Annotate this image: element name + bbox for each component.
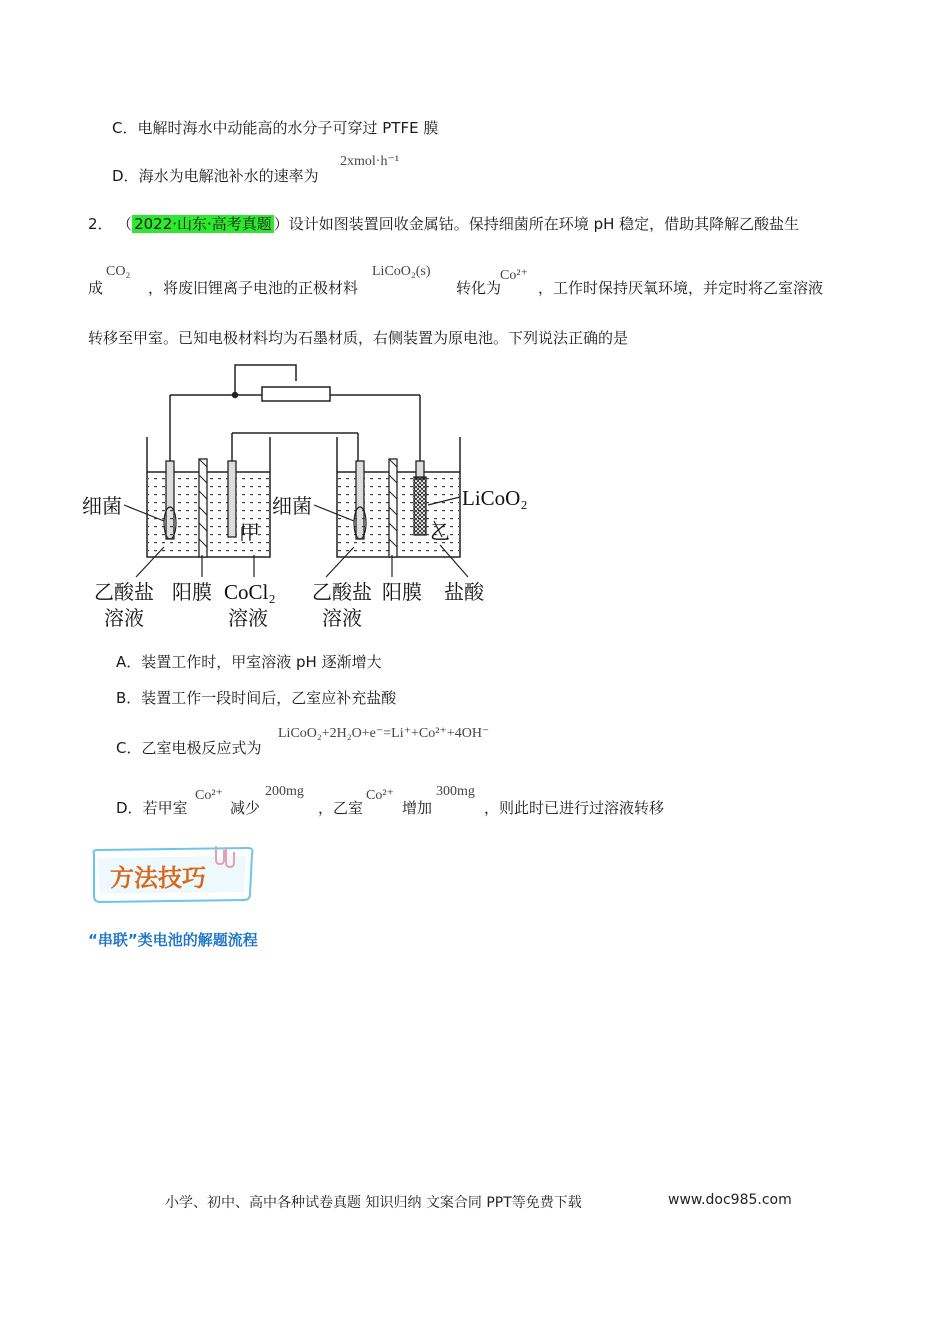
label-membrane-right: 阳膜: [382, 580, 422, 604]
option-d-t3: ，乙室: [318, 799, 364, 817]
q1-option-c: C．电解时海水中动能高的水分子可穿过 PTFE 膜: [112, 119, 439, 137]
label-bacteria-left: 细菌: [82, 494, 122, 518]
label-bacteria-right: 细菌: [272, 494, 312, 518]
footer-url[interactable]: www.doc985.com: [668, 1192, 792, 1208]
label-jia: 甲: [240, 520, 260, 544]
co2-formula: CO₂: [106, 264, 131, 279]
source-highlight: 2022·山东·高考真题: [134, 215, 272, 233]
electrochemical-apparatus-diagram: [80, 355, 550, 645]
label-hcl: 盐酸: [444, 580, 484, 604]
q2-stem-line2-d: ，工作时保持厌氧环境，并定时将乙室溶液: [538, 279, 824, 297]
label-acetate-right-2: 溶液: [322, 606, 362, 630]
q2-stem-line2-c: 转化为: [456, 279, 502, 297]
q2-option-b: B．装置工作一段时间后，乙室应补充盐酸: [116, 689, 397, 707]
label-cocl2-1: CoCl₂: [224, 580, 276, 604]
option-d-t5: ，则此时已进行过溶液转移: [484, 799, 665, 817]
label-yi: 乙: [430, 520, 450, 544]
q2-stem-line2-b: ，将废旧锂离子电池的正极材料: [148, 279, 359, 297]
label-acetate-left-1: 乙酸盐: [94, 580, 154, 604]
option-d-t4: 增加: [402, 799, 433, 817]
q2-option-c: C．乙室电极反应式为: [116, 739, 262, 757]
label-acetate-left-2: 溶液: [104, 606, 144, 630]
label-acetate-right-1: 乙酸盐: [312, 580, 372, 604]
q1-option-d: D．海水为电解池补水的速率为: [112, 167, 319, 185]
label-cocl2-2: 溶液: [228, 606, 268, 630]
method-banner-text: 方法技巧: [110, 864, 206, 892]
q2-option-c-formula: LiCoO₂+2H₂O+e⁻=Li⁺+Co²⁺+4OH⁻: [278, 726, 490, 741]
q1-option-d-formula: 2xmol·h⁻¹: [340, 154, 400, 169]
q2-stem-line2-a: 成: [88, 279, 104, 297]
q2-option-d-letter: D．若甲室: [116, 799, 188, 817]
method-banner: [88, 846, 260, 906]
option-d-200mg: 200mg: [265, 784, 304, 799]
option-d-300mg: 300mg: [436, 784, 475, 799]
co2plus-formula: Co²⁺: [500, 268, 528, 283]
option-d-co-a: Co²⁺: [195, 788, 223, 803]
label-membrane-left: 阳膜: [172, 580, 212, 604]
label-licoo2: LiCoO₂: [462, 486, 528, 510]
q2-stem-line1: 2． （ 2022·山东·高考真题 ）设计如图装置回收金属钴。保持细菌所在环境 pH 稳定，借助其降解乙酸盐生: [88, 215, 800, 233]
option-d-co-b: Co²⁺: [366, 788, 394, 803]
method-heading: “串联”类电池的解题流程: [88, 931, 258, 949]
footer-text: 小学、初中、高中各种试卷真题 知识归纳 文案合同 PPT等免费下载: [165, 1195, 582, 1211]
q2-option-a: A．装置工作时，甲室溶液 pH 逐渐增大: [116, 653, 382, 671]
q2-stem-line3: 转移至甲室。已知电极材料均为石墨材质，右侧装置为原电池。下列说法正确的是: [88, 329, 629, 347]
licoo2s-formula: LiCoO₂(s): [372, 264, 431, 279]
option-d-t2: 减少: [230, 799, 261, 817]
